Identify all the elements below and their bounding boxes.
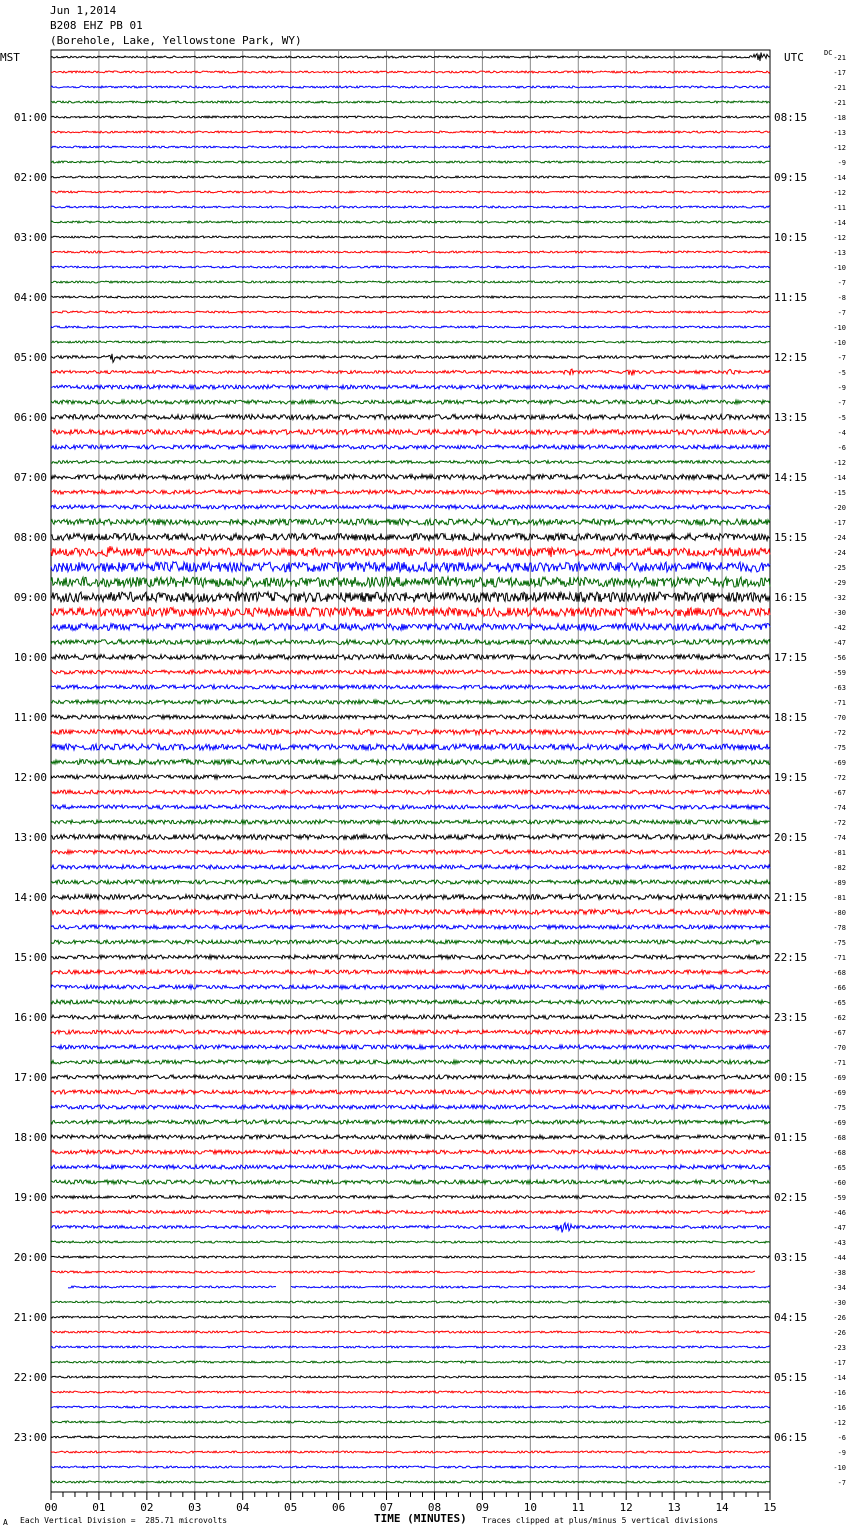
x-tick-label: 10 xyxy=(523,1501,537,1514)
trace-line xyxy=(51,880,770,884)
trace-line xyxy=(51,1481,770,1483)
trace-line xyxy=(51,101,770,103)
dc-offset-label: -14 xyxy=(833,1374,846,1382)
dc-offset-label: -69 xyxy=(833,759,846,767)
dc-offset-label: -81 xyxy=(833,894,846,902)
trace-line xyxy=(51,577,770,587)
utc-time-label: 08:15 xyxy=(774,111,808,124)
trace-line xyxy=(51,1361,770,1363)
dc-offset-label: -30 xyxy=(833,1299,846,1307)
mst-time-label: 12:00 xyxy=(13,771,47,784)
x-axis xyxy=(44,1492,776,1514)
trace-line xyxy=(51,475,770,480)
dc-offset-label: -42 xyxy=(833,624,846,632)
dc-offset-label: -6 xyxy=(837,444,846,452)
dc-offset-label: -14 xyxy=(833,174,846,182)
trace-line xyxy=(51,251,770,253)
trace-line xyxy=(51,445,770,449)
dc-offset-label: -12 xyxy=(833,459,846,467)
x-tick-label: 05 xyxy=(284,1501,298,1514)
trace-line xyxy=(51,534,770,541)
dc-offset-label: -78 xyxy=(833,924,846,932)
dc-offset-label: -67 xyxy=(833,1029,846,1037)
dc-offset-label: -8 xyxy=(837,294,846,302)
trace-line xyxy=(51,236,770,238)
dc-offset-label: -6 xyxy=(837,1434,846,1442)
utc-time-label: 10:15 xyxy=(774,231,808,244)
trace-line xyxy=(51,608,770,617)
clip-text: Traces clipped at plus/minus 5 vertical divisions xyxy=(482,1516,719,1525)
mst-time-label: 23:00 xyxy=(13,1431,47,1444)
trace-line xyxy=(51,71,770,73)
dc-offset-label: -7 xyxy=(837,399,846,407)
trace-line xyxy=(68,1286,770,1288)
utc-time-label: 06:15 xyxy=(774,1431,808,1444)
corner-mark: A xyxy=(3,1518,8,1527)
trace-line xyxy=(51,1241,770,1243)
dc-offset-label: -65 xyxy=(833,999,846,1007)
dc-offset-label: -66 xyxy=(833,984,846,992)
dc-label: DC xyxy=(824,49,833,57)
trace-line xyxy=(51,461,770,464)
trace-line xyxy=(51,221,770,223)
station-label: B208 EHZ PB 01 xyxy=(50,19,143,32)
trace-line xyxy=(51,592,770,602)
trace-line xyxy=(51,1316,770,1318)
mst-time-label: 19:00 xyxy=(13,1191,47,1204)
trace-line xyxy=(51,1150,770,1154)
dc-offset-label: -68 xyxy=(833,1134,846,1142)
x-tick-label: 04 xyxy=(236,1501,250,1514)
utc-time-label: 21:15 xyxy=(774,891,808,904)
x-tick-label: 07 xyxy=(379,1501,394,1514)
mst-time-label: 16:00 xyxy=(13,1011,47,1024)
trace-line xyxy=(51,161,770,163)
dc-offset-label: -10 xyxy=(833,324,846,332)
trace-line xyxy=(51,670,770,674)
dc-offset-label: -32 xyxy=(833,594,846,602)
trace-line xyxy=(51,1376,770,1378)
dc-offset-label: -81 xyxy=(833,849,846,857)
trace-line xyxy=(51,1196,770,1199)
mst-time-label: 04:00 xyxy=(13,291,47,304)
dc-offset-label: -21 xyxy=(833,54,846,62)
trace-line xyxy=(51,835,770,840)
trace-line xyxy=(51,53,770,62)
trace-line xyxy=(51,296,770,298)
dc-offset-label: -67 xyxy=(833,789,846,797)
dc-offset-label: -43 xyxy=(833,1239,846,1247)
trace-line xyxy=(51,1466,770,1468)
mst-time-label: 18:00 xyxy=(13,1131,47,1144)
trace-line xyxy=(51,311,770,313)
dc-offset-label: -68 xyxy=(833,1149,846,1157)
mst-time-label: 14:00 xyxy=(13,891,47,904)
dc-offset-label: -82 xyxy=(833,864,846,872)
scale-text: Each Vertical Division = 285.71 microvolts xyxy=(20,1516,228,1525)
dc-offset-label: -4 xyxy=(837,429,846,437)
dc-offset-label: -11 xyxy=(833,204,846,212)
trace-line xyxy=(51,805,770,809)
dc-offset-label: -62 xyxy=(833,1014,846,1022)
mst-time-label: 05:00 xyxy=(13,351,47,364)
dc-offset-label: -29 xyxy=(833,579,846,587)
dc-offset-label: -17 xyxy=(833,1359,846,1367)
mst-time-label: 20:00 xyxy=(13,1251,47,1264)
location-label: (Borehole, Lake, Yellowstone Park, WY) xyxy=(50,34,302,47)
trace-line xyxy=(51,910,770,915)
dc-offset-label: -59 xyxy=(833,669,846,677)
dc-offset-label: -14 xyxy=(833,219,846,227)
dc-offset-label: -80 xyxy=(833,909,846,917)
dc-offset-label: -65 xyxy=(833,1164,846,1172)
trace-line xyxy=(51,700,770,704)
utc-time-label: 01:15 xyxy=(774,1131,808,1144)
utc-time-label: 17:15 xyxy=(774,651,808,664)
dc-offset-label: -60 xyxy=(833,1179,846,1187)
trace-line xyxy=(51,730,770,735)
x-tick-label: 06 xyxy=(331,1501,346,1514)
utc-time-label: 11:15 xyxy=(774,291,808,304)
utc-time-label: 02:15 xyxy=(774,1191,808,1204)
trace-line xyxy=(51,624,770,631)
mst-time-label: 22:00 xyxy=(13,1371,47,1384)
trace-line xyxy=(51,760,770,765)
trace-line xyxy=(51,266,770,268)
dc-offset-label: -16 xyxy=(833,1404,846,1412)
mst-time-label: 15:00 xyxy=(13,951,47,964)
x-tick-label: 01 xyxy=(92,1501,106,1514)
trace-line xyxy=(51,1301,770,1303)
x-tick-label: 14 xyxy=(715,1501,729,1514)
trace-line xyxy=(51,970,770,974)
trace-line xyxy=(51,176,770,178)
trace-line xyxy=(51,1256,770,1258)
date-label: Jun 1,2014 xyxy=(50,4,117,17)
trace-line xyxy=(51,985,770,989)
trace-line xyxy=(51,1075,770,1079)
mst-time-label: 01:00 xyxy=(13,111,47,124)
dc-offset-label: -47 xyxy=(833,639,846,647)
trace-line xyxy=(51,490,770,494)
dc-offset-label: -12 xyxy=(833,234,846,242)
trace-line xyxy=(51,1211,770,1214)
dc-offset-label: -34 xyxy=(833,1284,846,1292)
trace-line xyxy=(51,562,770,572)
x-axis-title: TIME (MINUTES) xyxy=(374,1512,467,1525)
dc-offset-label: -89 xyxy=(833,879,846,887)
dc-offset-label: -44 xyxy=(833,1254,846,1262)
mst-label: MST xyxy=(0,51,20,64)
dc-offset-label: -75 xyxy=(833,1104,846,1112)
trace-line xyxy=(51,385,770,389)
trace-line xyxy=(51,1045,770,1049)
dc-offset-label: -46 xyxy=(833,1209,846,1217)
utc-time-label: 16:15 xyxy=(774,591,808,604)
x-tick-label: 12 xyxy=(619,1501,633,1514)
dc-offset-label: -15 xyxy=(833,489,846,497)
dc-offset-label: -75 xyxy=(833,939,846,947)
trace-line xyxy=(51,1421,770,1423)
utc-time-label: 23:15 xyxy=(774,1011,808,1024)
trace-line xyxy=(51,354,770,363)
x-tick-label: 02 xyxy=(140,1501,154,1514)
trace-line xyxy=(51,131,770,133)
trace-line xyxy=(51,86,770,88)
dc-offset-label: -12 xyxy=(833,144,846,152)
utc-time-label: 12:15 xyxy=(774,351,808,364)
trace-line xyxy=(51,1060,770,1064)
dc-offset-label: -69 xyxy=(833,1119,846,1127)
traces-group xyxy=(51,53,770,1484)
trace-line xyxy=(51,1105,770,1109)
dc-offset-label: -10 xyxy=(833,1464,846,1472)
mst-time-label: 21:00 xyxy=(13,1311,47,1324)
utc-time-label: 19:15 xyxy=(774,771,808,784)
trace-line xyxy=(51,640,770,645)
dc-offset-label: -71 xyxy=(833,699,846,707)
dc-offset-label: -24 xyxy=(833,549,846,557)
dc-offset-label: -70 xyxy=(833,714,846,722)
dc-offset-label: -9 xyxy=(837,159,846,167)
trace-line xyxy=(51,1436,770,1438)
mst-time-label: 03:00 xyxy=(13,231,47,244)
dc-offset-label: -14 xyxy=(833,474,846,482)
utc-time-label: 03:15 xyxy=(774,1251,808,1264)
dc-offset-label: -74 xyxy=(833,804,846,812)
trace-line xyxy=(51,685,770,689)
dc-offset-label: -56 xyxy=(833,654,846,662)
dc-offset-label: -17 xyxy=(833,69,846,77)
trace-line xyxy=(51,1406,770,1408)
trace-line xyxy=(51,1451,770,1453)
trace-line xyxy=(51,415,770,420)
trace-line xyxy=(51,1180,770,1184)
trace-line xyxy=(51,790,770,794)
dc-offset-label: -7 xyxy=(837,354,846,362)
trace-line xyxy=(51,895,770,900)
dc-offset-label: -12 xyxy=(833,189,846,197)
utc-time-label: 14:15 xyxy=(774,471,808,484)
trace-line xyxy=(51,400,770,404)
dc-offset-label: -69 xyxy=(833,1089,846,1097)
trace-line xyxy=(51,865,770,869)
x-tick-label: 11 xyxy=(571,1501,585,1514)
dc-offset-label: -18 xyxy=(833,114,846,122)
trace-line xyxy=(51,940,770,944)
trace-line xyxy=(51,519,770,525)
dc-offset-label: -30 xyxy=(833,609,846,617)
trace-line xyxy=(51,1090,770,1094)
x-tick-label: 13 xyxy=(667,1501,681,1514)
dc-offset-label: -38 xyxy=(833,1269,846,1277)
trace-line xyxy=(51,1346,770,1348)
trace-line xyxy=(51,1331,770,1333)
trace-line xyxy=(51,505,770,509)
trace-line xyxy=(51,191,770,193)
trace-line xyxy=(51,850,770,854)
dc-offset-label: -7 xyxy=(837,1479,846,1487)
mst-time-label: 02:00 xyxy=(13,171,47,184)
dc-offset-label: -7 xyxy=(837,309,846,317)
dc-offset-label: -72 xyxy=(833,819,846,827)
trace-line xyxy=(51,430,770,435)
dc-offset-label: -26 xyxy=(833,1314,846,1322)
utc-time-label: 22:15 xyxy=(774,951,808,964)
trace-line xyxy=(51,1135,770,1139)
trace-line xyxy=(51,955,770,959)
dc-offset-label: -70 xyxy=(833,1044,846,1052)
dc-offset-label: -10 xyxy=(833,339,846,347)
dc-offset-label: -20 xyxy=(833,504,846,512)
trace-line xyxy=(51,1271,755,1273)
utc-time-label: 15:15 xyxy=(774,531,808,544)
dc-offset-label: -59 xyxy=(833,1194,846,1202)
dc-offset-label: -13 xyxy=(833,249,846,257)
dc-offset-label: -68 xyxy=(833,969,846,977)
utc-time-label: 20:15 xyxy=(774,831,808,844)
mst-time-label: 09:00 xyxy=(13,591,47,604)
dc-offset-label: -21 xyxy=(833,99,846,107)
trace-line xyxy=(51,369,770,376)
dc-offset-label: -5 xyxy=(837,414,846,422)
trace-line xyxy=(51,1000,770,1004)
trace-line xyxy=(51,655,770,660)
dc-offset-label: -17 xyxy=(833,519,846,527)
mst-time-label: 08:00 xyxy=(13,531,47,544)
trace-line xyxy=(51,774,770,780)
mst-time-label: 06:00 xyxy=(13,411,47,424)
dc-offset-label: -12 xyxy=(833,1419,846,1427)
dc-offset-label: -26 xyxy=(833,1329,846,1337)
utc-time-label: 04:15 xyxy=(774,1311,808,1324)
x-tick-label: 09 xyxy=(475,1501,490,1514)
dc-offset-label: -7 xyxy=(837,279,846,287)
x-tick-label: 15 xyxy=(763,1501,777,1514)
trace-line xyxy=(51,146,770,148)
dc-offset-label: -21 xyxy=(833,84,846,92)
utc-time-label: 09:15 xyxy=(774,171,808,184)
trace-line xyxy=(51,925,770,929)
trace-line xyxy=(51,281,770,283)
trace-line xyxy=(51,715,770,719)
dc-offset-label: -25 xyxy=(833,564,846,572)
trace-line xyxy=(51,326,770,328)
utc-time-label: 18:15 xyxy=(774,711,808,724)
dc-offset-label: -71 xyxy=(833,954,846,962)
mst-time-label: 11:00 xyxy=(13,711,47,724)
dc-offset-label: -24 xyxy=(833,534,846,542)
trace-line xyxy=(51,1391,770,1393)
trace-line xyxy=(51,116,770,118)
trace-line xyxy=(51,1015,770,1019)
trace-line xyxy=(51,206,770,208)
dc-offset-label: -23 xyxy=(833,1344,846,1352)
dc-offset-label: -16 xyxy=(833,1389,846,1397)
utc-time-label: 00:15 xyxy=(774,1071,808,1084)
trace-line xyxy=(51,744,770,750)
trace-line xyxy=(51,341,770,343)
utc-time-label: 13:15 xyxy=(774,411,808,424)
dc-offset-label: -72 xyxy=(833,774,846,782)
trace-line xyxy=(51,820,770,824)
mst-time-label: 17:00 xyxy=(13,1071,47,1084)
mst-time-label: 13:00 xyxy=(13,831,47,844)
dc-offset-label: -72 xyxy=(833,729,846,737)
trace-line xyxy=(51,1030,770,1034)
dc-offset-label: -5 xyxy=(837,369,846,377)
trace-line xyxy=(51,546,770,557)
dc-offset-label: -9 xyxy=(837,1449,846,1457)
dc-offset-label: -71 xyxy=(833,1059,846,1067)
x-tick-label: 03 xyxy=(188,1501,202,1514)
dc-offset-label: -47 xyxy=(833,1224,846,1232)
trace-line xyxy=(51,1223,770,1233)
dc-offset-label: -10 xyxy=(833,264,846,272)
dc-offset-label: -75 xyxy=(833,744,846,752)
dc-offset-label: -13 xyxy=(833,129,846,137)
trace-line xyxy=(51,1120,770,1124)
mst-time-label: 10:00 xyxy=(13,651,47,664)
dc-offset-label: -69 xyxy=(833,1074,846,1082)
mst-time-label: 07:00 xyxy=(13,471,47,484)
dc-offset-label: -74 xyxy=(833,834,846,842)
x-tick-label: 08 xyxy=(427,1501,442,1514)
trace-line xyxy=(51,1165,770,1169)
dc-offset-label: -63 xyxy=(833,684,846,692)
x-tick-label: 00 xyxy=(44,1501,58,1514)
dc-offset-label: -9 xyxy=(837,384,846,392)
utc-time-label: 05:15 xyxy=(774,1371,808,1384)
utc-label: UTC xyxy=(784,51,804,64)
